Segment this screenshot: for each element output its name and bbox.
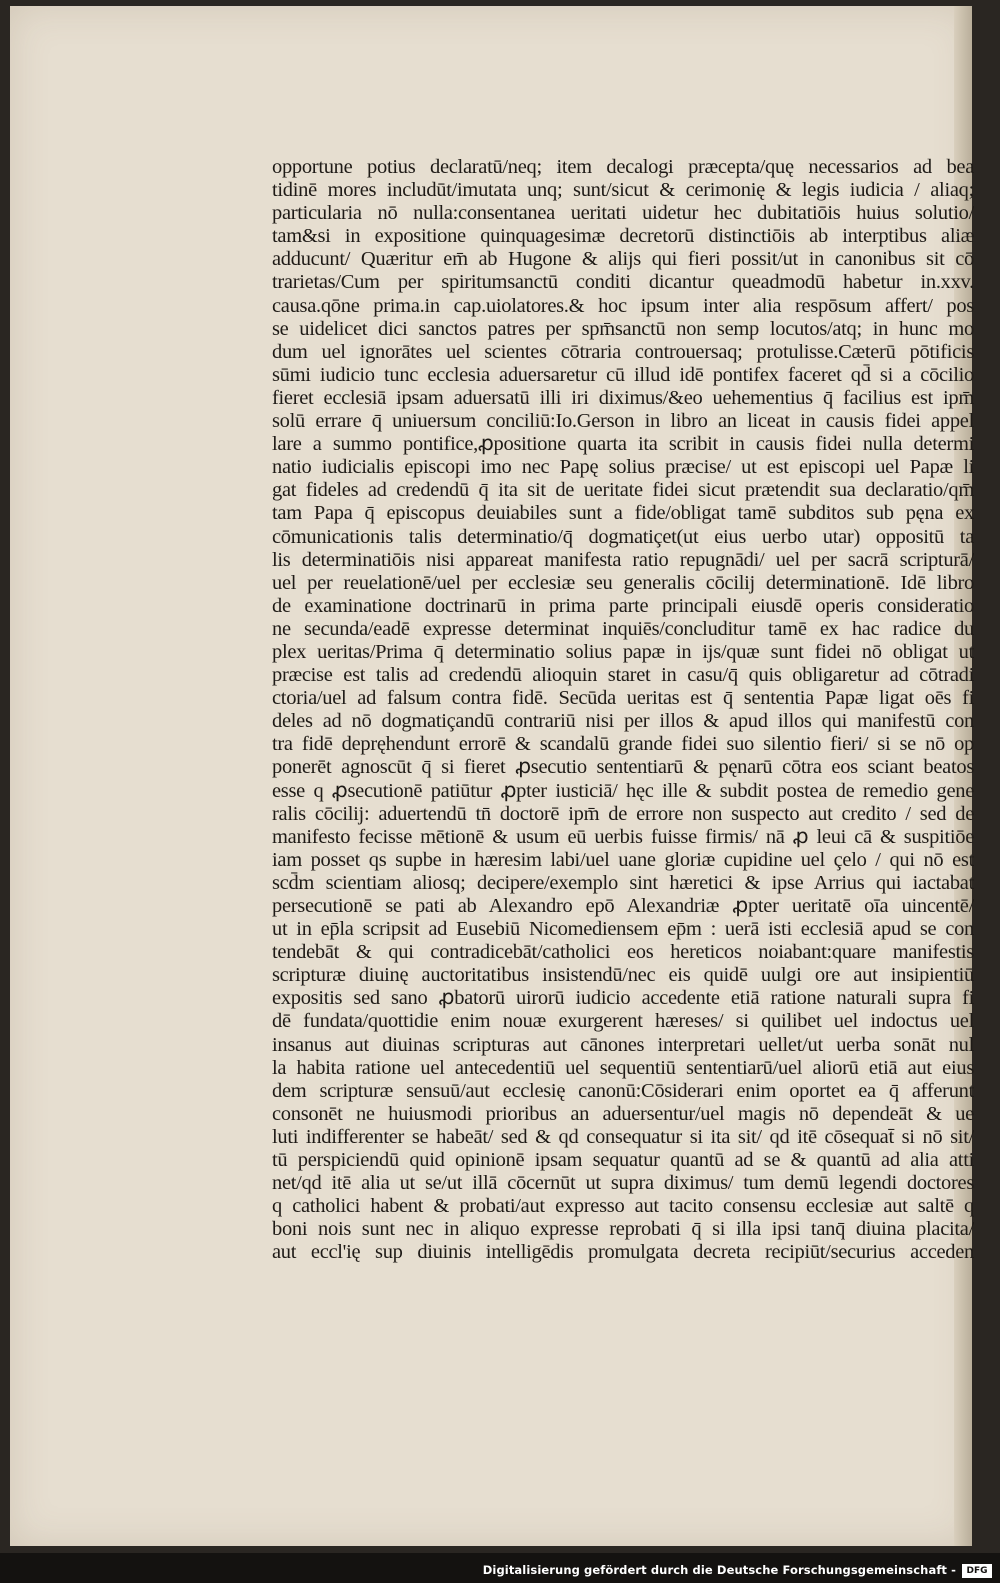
text-line: boni nois sunt nec in aliquo expresse reprobati q̄ si illa ipsi tanq̄ diuina placita/	[272, 1218, 974, 1241]
text-line: particularia nō nulla:consentanea ueritati uidetur hec dubitatiōis huius solutio/	[272, 202, 974, 225]
text-line: se uidelicet dici sanctos patres per spm̄sanctū non semp locutos/atq; in hunc mo	[272, 317, 974, 340]
text-line: trarietas/Cum per spiritumsanctū conditi dicantur queadmodū habetur in.xxv.	[272, 271, 974, 294]
text-line: gat fideles ad credendū q̄ ita sit de ueritate fidei sicut prætendit sua declaratio/qm̄	[272, 479, 974, 502]
text-line: de examinatione doctrinarū in prima parte principali eiusdē operis consideratio	[272, 594, 974, 617]
text-line: plex ueritas/Prima q̄ determinatio solius papæ in ijs/quæ sunt fidei nō obligat ut	[272, 640, 974, 663]
text-line: ralis cōcilij: aduertendū tn̄ doctorē ipm̄ de errore non suspecto aut credito / sed de	[272, 802, 974, 825]
text-line: sūmi iudicio tunc ecclesia aduersaretur cū illud idē pontifex faceret qd̄ si a cōcilio	[272, 363, 974, 386]
text-line: tidinē mores includūt/imutata unq; sunt/sicut & cerimonię & legis iudicia / aliaq;	[272, 179, 974, 202]
text-line: ctoria/uel ad falsum contra fidē. Secūda ueritas est q̄ sententia Papæ ligat oēs fi	[272, 687, 974, 710]
text-line: net/qd itē alia ut se/ut illā cōcernūt ut supra diximus/ tum demū legendi doctores	[272, 1172, 974, 1195]
text-line: scripturæ diuinę auctoritatibus insistendū/nec eis quidē uulgi ore aut insipientiū	[272, 964, 974, 987]
text-line: scd̄m scientiam aliosq; decipere/exemplo sint hæretici & ipse Arrius qui iactabat	[272, 871, 974, 894]
text-line: solū errare q̄ uniuersum conciliū:Io.Gerson in libro an liceat in causis fidei appel	[272, 410, 974, 433]
text-line: uel per reuelationē/uel per ecclesiæ seu generalis cōcilij determinationē. Idē libro	[272, 571, 974, 594]
text-line: aut eccl'ię sup diuinis intelligēdis promulgata decreta recipiūt/securius acceden	[272, 1241, 974, 1264]
text-line: opportune potius declaratū/neq; item decalogi præcepta/quę necessarios ad bea	[272, 156, 974, 178]
text-line: dē fundata/quottidie enim nouæ exurgerent hæreses/ si quilibet uel indoctus uel	[272, 1010, 974, 1033]
text-line: tra fidē depręhendunt errorē & scandalū grande fidei suo silentio fieri/ si se nō op	[272, 733, 974, 756]
main-text-block	[272, 156, 974, 1265]
funding-credit: Digitalisierung gefördert durch die Deutsche Forschungsgemeinschaft -	[482, 1563, 956, 1577]
text-line: q catholici habent & probati/aut expresso aut tacito consensu ecclesiæ aut saltē q	[272, 1195, 974, 1218]
text-line: adducunt/ Quæritur em̄ ab Hugone & alijs qui fieri possit/ut in canonibus sit cō	[272, 248, 974, 271]
text-line: tam Papa q̄ episcopus deuiabiles sunt a fide/obligat tamē subditos sub pęna ex	[272, 502, 974, 525]
dfg-logo: DFG	[962, 1564, 992, 1578]
text-line: iam posset qs supbe in hæresim labi/uel uane gloriæ cupidine uel çelo / qui nō est	[272, 848, 974, 871]
text-line: tam&si in expositione quinquagesimæ decretorū distinctiōis ab interptibus aliæ	[272, 225, 974, 248]
text-line: esse q ꝓsecutionē patiūtur ꝓpter iusticiā/ hęc ille & subdit postea de remedio gene	[272, 779, 974, 802]
text-line: consonēt ne huiusmodi prioribus an aduersentur/uel magis nō dependeāt & ue	[272, 1102, 974, 1125]
text-line: tendebāt & qui contradicebāt/catholici eos hereticos noiabant:quare manifestis	[272, 941, 974, 964]
book-page	[10, 6, 972, 1546]
text-line: deles ad nō dogmatiçandū contrariū nisi per illos & apud illos qui manifestū con	[272, 710, 974, 733]
text-line: la habita ratione uel antecedentiū uel sequentiū sententiarū/uel aliorū etiā aut eius	[272, 1056, 974, 1079]
text-line: dem scripturæ sensuū/aut ecclesię canonū:Cōsiderari enim oportet ea q̄ afferunt	[272, 1079, 974, 1102]
text-line: manifesto fecisse mētionē & usum eū uerbis fuisse firmis/ nā ꝓ leui cā & suspitiōe	[272, 825, 974, 848]
text-line: luti indifferenter se habeāt/ sed & qd consequatur si ita sit/ qd itē cōsequat̄ si nō sit/	[272, 1125, 974, 1148]
text-line: lare a summo pontifice,ꝓpositione quarta ita scribit in causis fidei nulla determi	[272, 433, 974, 456]
text-line: ponerēt agnoscūt q̄ si fieret ꝓsecutio sententiarū & pęnarū cōtra eos sciant beatos	[272, 756, 974, 779]
text-line: persecutionē se pati ab Alexandro epō Alexandriæ ꝓpter ueritatē oīa uincentē/	[272, 895, 974, 917]
text-line: ne secunda/eadē expresse determinat inquiēs/concluditur tamē ex hac radice du	[272, 617, 974, 640]
text-line: tū perspiciendū quid opinionē ipsam sequatur quantū ad se & quantū ad alia atti	[272, 1149, 974, 1172]
text-line: cōmunicationis talis determinatio/q̄ dogmatiçet(ut eius uerbo utar) oppositū ta	[272, 525, 974, 548]
text-line: dum uel ignorātes uel scientes cōtraria controuersaq; protulisse.Cæterū pōtificis	[272, 340, 974, 363]
text-line: natio iudicialis episcopi imo nec Papę solius præcise/ ut est episcopi uel Papæ li	[272, 456, 974, 479]
text-line: lis determinatiōis nisi appareat manifesta ratio repugnādi/ uel per sacrā scripturā/	[272, 548, 974, 571]
text-line: fieret ecclesiā ipsam aduersatū illi iri diximus/&eo uehementius q̄ facilius est ipm̄	[272, 386, 974, 409]
text-line: expositis sed sano ꝓbatorū uirorū iudicio accedente etiā ratione naturali supra fi	[272, 987, 974, 1010]
text-line: præcise est talis ad credendū alioquin staret in casu/q̄ quis obligaretur ad cōtradi	[272, 664, 974, 687]
text-line: causa.qōne prima.in cap.uiolatores.& hoc ipsum inter alia respōsum affert/ pos	[272, 294, 974, 317]
footer-bar	[0, 1553, 1000, 1583]
text-line: insanus aut diuinas scripturas aut cānones interpretari uellet/ut uerba sonāt nul	[272, 1033, 974, 1056]
text-line: ut in ep̄la scripsit ad Eusebiū Nicomediensem ep̄m : uerā isti ecclesiā apud se con	[272, 918, 974, 941]
